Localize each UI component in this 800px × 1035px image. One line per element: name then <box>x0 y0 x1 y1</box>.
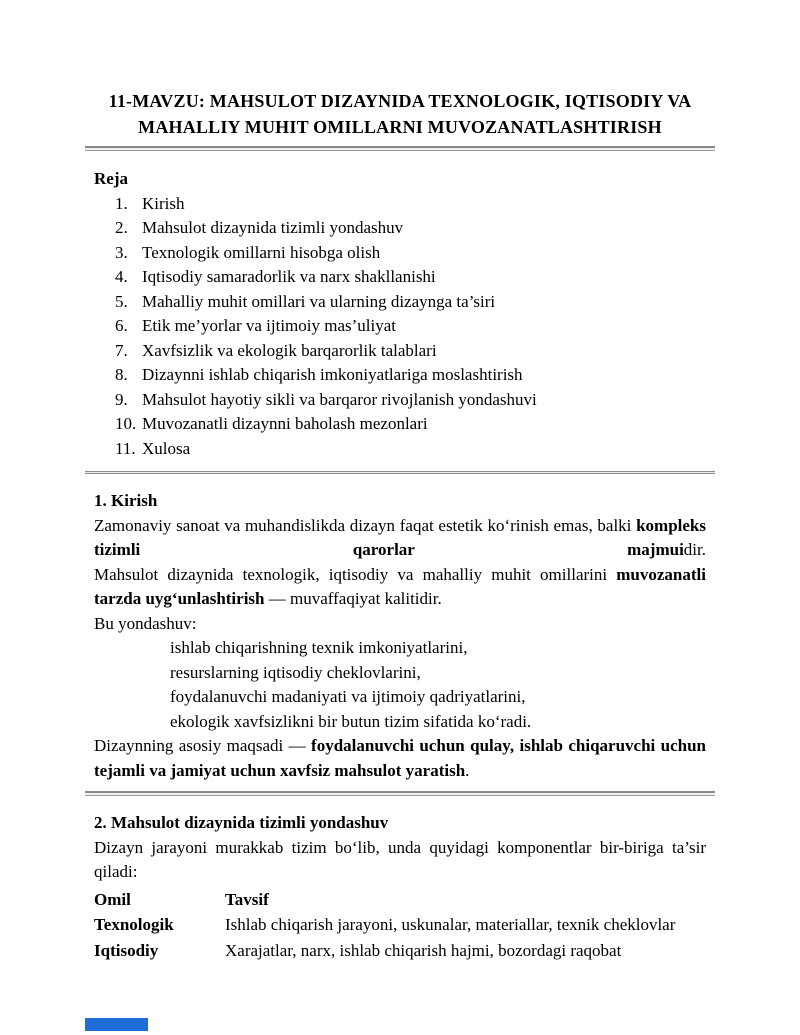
list-item-number: 11. <box>115 438 136 458</box>
list-item-number: 7. <box>115 340 128 360</box>
list-item-number: 9. <box>115 389 128 409</box>
document-title: 11-MAVZU: MAHSULOT DIZAYNIDA TEXNOLOGIK, IQTISODIY VA MAHALLIY MUHIT OMILLARNI MUVOZANATLASHTIRISH <box>108 91 692 137</box>
table-cell-omil: Texnologik <box>94 915 174 935</box>
reja-list-item <box>94 216 706 241</box>
reja-list-item <box>94 388 706 413</box>
list-item-label: Texnologik omillarni hisobga olish <box>142 242 381 262</box>
bullet-list-item <box>94 661 706 686</box>
reja-divider-rule <box>85 471 715 474</box>
factors-table-header-row <box>94 887 706 913</box>
table-header-tavsif: Tavsif <box>225 889 269 909</box>
list-item-number: 6. <box>115 316 128 335</box>
bullet-dot-icon <box>140 636 170 661</box>
table-cell-omil: Iqtisodiy <box>94 940 159 960</box>
reja-list-item <box>94 437 706 462</box>
bullet-list-item <box>94 636 706 661</box>
bullet-item-label: ishlab chiqarishning texnik imkoniyatlarini, <box>170 638 468 657</box>
list-item-number: 1. <box>115 193 128 213</box>
list-item-label: Mahsulot hayotiy sikli va barqaror rivojlanish yondashuvi <box>142 389 537 409</box>
section1-divider-rule <box>85 791 715 796</box>
reja-list-item <box>94 339 706 364</box>
list-item-number: 3. <box>115 242 128 262</box>
bullet-dot-icon <box>140 685 170 710</box>
reja-list-item <box>94 241 706 266</box>
list-item-number: 8. <box>115 365 128 384</box>
section1-paragraph-2: Mahsulot dizaynida texnologik, iqtisodiy va mahalliy muhit omillarini muvozanatli tarzda uyg‘unlashtirish — muvaffaqiyat kalitidir. <box>94 564 706 608</box>
bullet-item-label: ekologik xavfsizlikni bir butun tizim sifatida ko‘radi. <box>170 711 532 731</box>
section1-heading: 1. Kirish <box>94 491 158 510</box>
list-item-label: Xavfsizlik va ekologik barqarorlik talablari <box>142 340 437 360</box>
bullet-dot-icon <box>140 661 170 686</box>
table-header-omil: Omil <box>94 889 131 909</box>
bullet-dot-icon <box>140 710 170 735</box>
bullet-item-label: foydalanuvchi madaniyati va ijtimoiy qadriyatlarini, <box>170 687 526 706</box>
list-item-number: 4. <box>115 267 128 286</box>
reja-list-item <box>94 363 706 388</box>
approach-bullet-list <box>94 636 706 734</box>
section2-heading: 2. Mahsulot dizaynida tizimli yondashuv <box>94 813 389 832</box>
reja-list-item <box>94 314 706 339</box>
list-item-label: Iqtisodiy samaradorlik va narx shakllanishi <box>142 267 436 286</box>
reja-heading: Reja <box>94 169 128 188</box>
table-row <box>94 912 706 938</box>
list-item-label: Etik me’yorlar va ijtimoiy mas’uliyat <box>142 316 396 335</box>
bullet-item-label: resurslarning iqtisodiy cheklovlarini, <box>170 662 421 682</box>
reja-list-item <box>94 192 706 217</box>
table-cell-tavsif: Ishlab chiqarish jarayoni, uskunalar, materiallar, texnik cheklovlar <box>225 915 676 935</box>
list-item-label: Mahalliy muhit omillari va ularning dizaynga ta’siri <box>142 291 496 311</box>
title-divider-rule <box>85 146 715 151</box>
cutoff-blue-block <box>85 1018 148 1031</box>
list-item-label: Mahsulot dizaynida tizimli yondashuv <box>142 218 404 237</box>
section2-intro: Dizayn jarayoni murakkab tizim bo‘lib, unda quyidagi komponentlar bir-biriga ta’sir qiladi: <box>94 837 706 881</box>
bullet-list-item <box>94 710 706 735</box>
list-item-number: 2. <box>115 218 128 237</box>
list-item-label: Kirish <box>142 193 185 213</box>
list-item-label: Muvozanatli dizaynni baholash mezonlari <box>142 414 428 433</box>
reja-list-item <box>94 265 706 290</box>
list-item-number: 5. <box>115 291 128 311</box>
list-item-label: Xulosa <box>142 438 191 458</box>
section1-paragraph-1: Zamonaviy sanoat va muhandislikda dizayn faqat estetik ko‘rinish emas, balki kompleks tizimli qarorlar majmuidir. <box>94 515 706 559</box>
factors-table <box>94 887 706 964</box>
section1-paragraph-3: Dizaynning asosiy maqsadi — foydalanuvchi uchun qulay, ishlab chiqaruvchi uchun tejamli va jamiyat uchun xavfsiz mahsulot yaratish. <box>94 736 706 780</box>
list-item-number: 10. <box>115 414 137 433</box>
reja-list <box>94 192 706 462</box>
factors-table-body <box>94 912 706 963</box>
reja-list-item <box>94 290 706 315</box>
table-row <box>94 938 706 964</box>
section1-approach-label: Bu yondashuv: <box>94 613 197 633</box>
table-cell-tavsif: Xarajatlar, narx, ishlab chiqarish hajmi, bozordagi raqobat <box>225 940 622 960</box>
list-item-label: Dizaynni ishlab chiqarish imkoniyatlariga moslashtirish <box>142 365 523 384</box>
bullet-list-item <box>94 685 706 710</box>
reja-list-item <box>94 412 706 437</box>
